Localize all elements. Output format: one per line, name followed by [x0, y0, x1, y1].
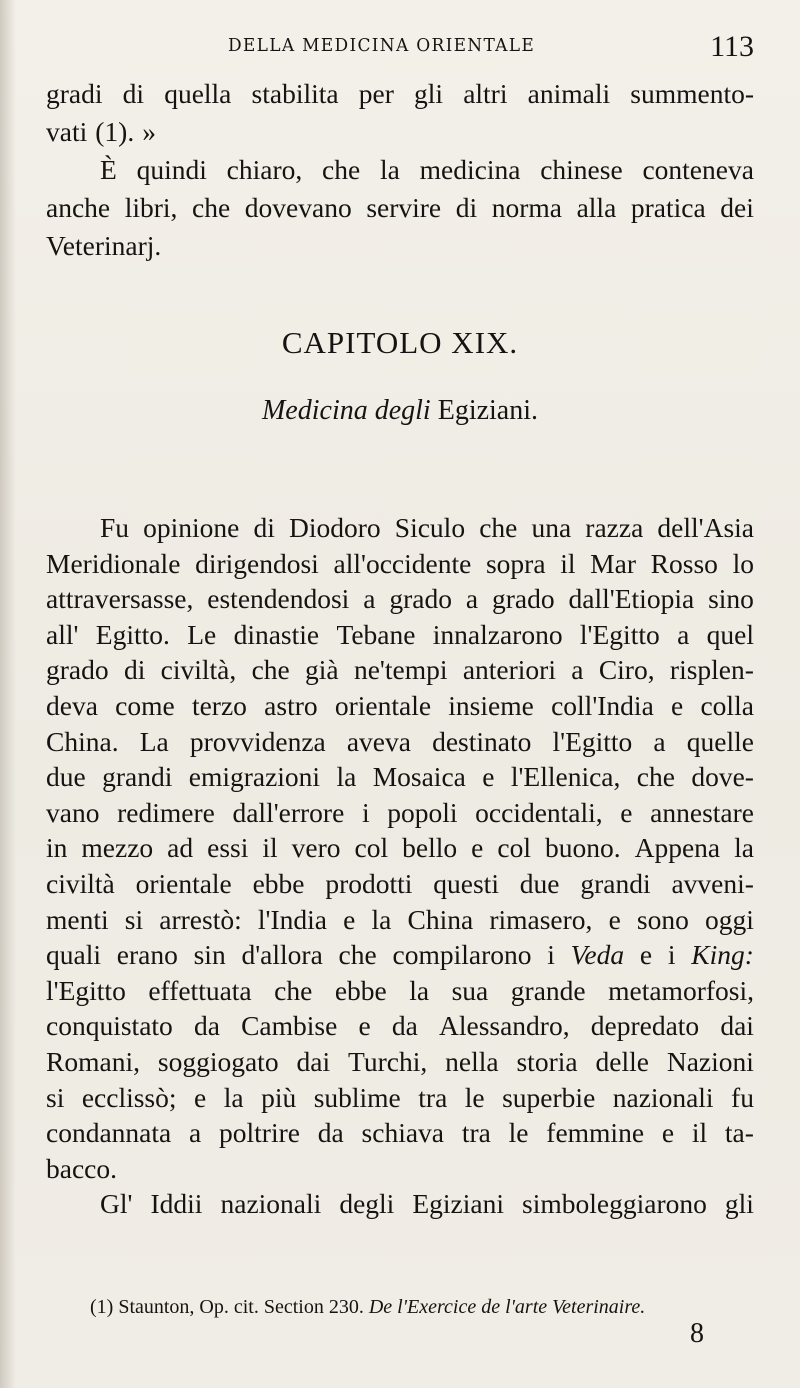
text-line: quali erano sin d'allora che compilarono i Veda e i King: — [46, 939, 754, 971]
text-line: Meridionale dirigendosi all'occidente sopra il Mar Rosso lo — [46, 547, 754, 579]
text-line: Fu opinione di Diodoro Siculo che una razza dell'Asia — [100, 512, 754, 543]
page-number: 113 — [710, 30, 754, 63]
footnote — [90, 1296, 760, 1319]
text-line: Romani, soggiogato dai Turchi, nella storia delle Nazioni — [46, 1046, 754, 1077]
text-line: in mezzo ad essi il vero col bello e col buono. Appena la — [46, 832, 754, 864]
chapter-heading: CAPITOLO XIX. — [281, 325, 519, 360]
text-line: menti si arrestò: l'India e la China rimasero, e sono oggi — [46, 903, 754, 935]
text-line: Veterinarj. — [46, 230, 162, 261]
signature-mark: 8 — [690, 1318, 704, 1349]
text-line: vati (1). » — [46, 116, 156, 147]
text-line: due grandi emigrazioni la Mosaica e l'Ellenica, che dove- — [46, 761, 754, 793]
text-line: all' Egitto. Le dinastie Tebane innalzarono l'Egitto a quel — [46, 618, 754, 650]
text-line: conquistato da Cambise e da Alessandro, depredato dai — [46, 1010, 754, 1042]
text-line: condannata a poltrire da schiava tra le femmine e il ta- — [46, 1117, 754, 1149]
text-line: vano redimere dall'errore i popoli occidentali, e annestare — [46, 796, 754, 828]
text-line: bacco. — [46, 1152, 117, 1184]
text-line: anche libri, che dovevano servire di norma alla pratica dei — [46, 192, 754, 223]
text-line: civiltà orientale ebbe prodotti questi due grandi avveni- — [46, 868, 754, 899]
text-line: È quindi chiaro, che la medicina chinese conteneva — [100, 154, 754, 185]
text-line: Gl' Iddii nazionali degli Egiziani simboleggiarono gli — [100, 1188, 754, 1220]
text-line: China. La provvidenza aveva destinato l'Egitto a quelle — [46, 725, 754, 757]
text-line: grado di civiltà, che già ne'tempi anteriori a Ciro, risplen- — [46, 654, 754, 686]
footnote-title: De l'Exercice de l'arte Veterinaire. — [368, 1296, 646, 1318]
chapter-subtitle-roman: Egiziani. — [437, 395, 539, 426]
footnote-citation: (1) Staunton, Op. cit. Section 230. — [90, 1296, 364, 1318]
text-line: si ecclissò; e la più sublime tra le superbie nazionali fu — [46, 1081, 754, 1113]
page-edge-shadow — [0, 0, 16, 1388]
text-line: deva come terzo astro orientale insieme coll'India e colla — [46, 690, 754, 721]
text-line: attraversasse, estendendosi a grado a grado dall'Etiopia sino — [46, 583, 754, 615]
text-line: l'Egitto effettuata che ebbe la sua grande metamorfosi, — [46, 974, 754, 1006]
text-line: gradi di quella stabilita per gli altri animali summento- — [46, 78, 754, 109]
chapter-subtitle-italic: Medicina degli — [261, 395, 431, 426]
chapter-subtitle — [0, 395, 800, 427]
running-title: DELLA MEDICINA ORIENTALE — [228, 35, 536, 57]
